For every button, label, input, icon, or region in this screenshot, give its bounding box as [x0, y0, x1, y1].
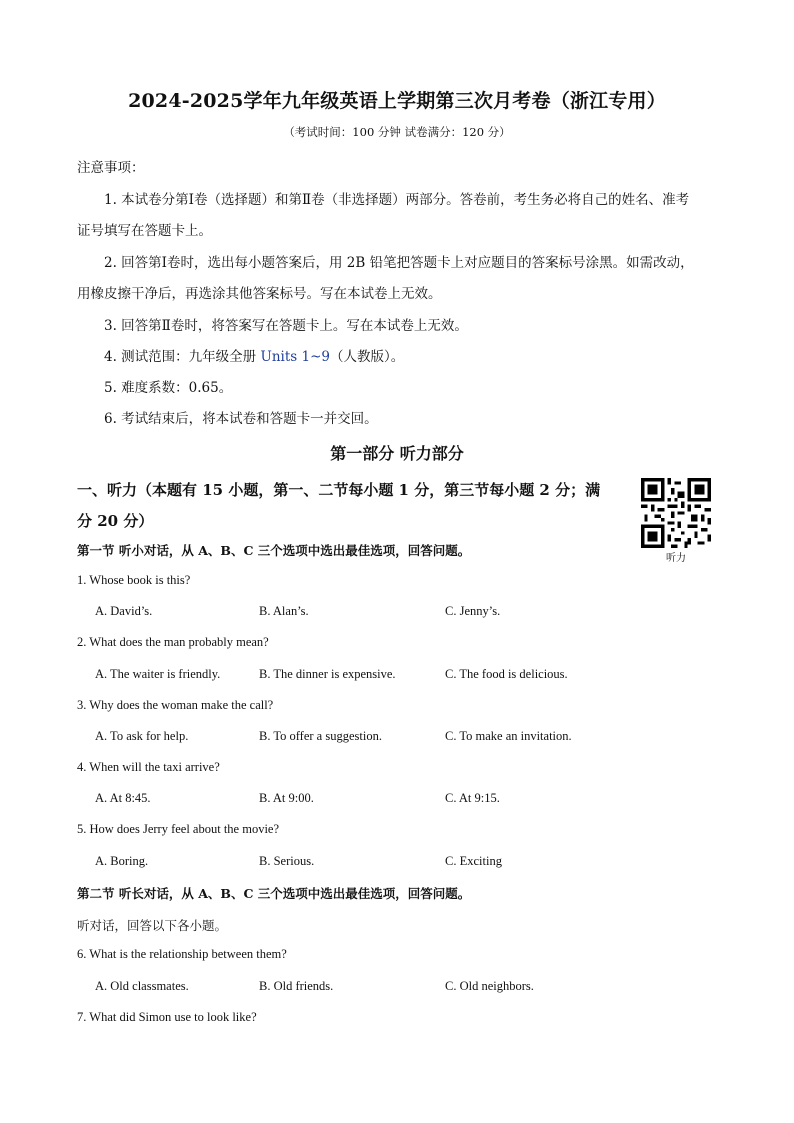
note-item-4-suffix: （人教版）。 [330, 349, 405, 365]
exam-title: 2024-2025学年九年级英语上学期第三次月考卷（浙江专用） [128, 90, 666, 112]
note-item-4 [104, 345, 404, 365]
question-6-option-c: C. Old neighbors. [445, 979, 534, 993]
note-item-2-cont: 用橡皮擦干净后，再选涂其他答案标号。写在本试卷上无效。 [77, 286, 442, 302]
note-item-1: 1. 本试卷分第Ⅰ卷（选择题）和第Ⅱ卷（非选择题）两部分。答卷前，考生务必将自己的姓名、准考 [104, 192, 690, 208]
question-4-option-b: B. At 9:00. [259, 791, 314, 805]
note-item-2: 2. 回答第Ⅰ卷时，选出每小题答案后，用 2B 铅笔把答题卡上对应题目的答案标号涂黑。如需改动， [104, 255, 694, 271]
question-7: 7. What did Simon use to look like? [77, 1010, 257, 1024]
note-item-4-range: Units 1~9 [260, 349, 330, 365]
note-item-4-prefix: 4. 测试范围：九年级全册 [104, 349, 261, 365]
section-1-heading: 第一节 听小对话，从 A、B、C 三个选项中选出最佳选项，回答问题。 [77, 543, 471, 558]
question-4: 4. When will the taxi arrive? [77, 760, 220, 774]
section-heading-cont: 分 20 分） [77, 512, 154, 530]
question-3-option-a: A. To ask for help. [95, 729, 189, 743]
note-item-3: 3. 回答第Ⅱ卷时，将答案写在答题卡上。写在本试卷上无效。 [104, 318, 468, 334]
question-4-option-c: C. At 9:15. [445, 791, 500, 805]
question-6-option-a: A. Old classmates. [95, 979, 189, 993]
question-1-option-c: C. Jenny’s. [445, 604, 501, 618]
question-5-option-c: C. Exciting [445, 854, 502, 868]
question-6-option-b: B. Old friends. [259, 979, 334, 993]
question-3-option-c: C. To make an invitation. [445, 729, 572, 743]
question-5: 5. How does Jerry feel about the movie? [77, 822, 280, 836]
question-1: 1. Whose book is this? [77, 573, 191, 587]
question-3-option-b: B. To offer a suggestion. [259, 729, 382, 743]
note-item-5: 5. 难度系数：0.65。 [104, 380, 233, 396]
note-item-6: 6. 考试结束后，将本试卷和答题卡一并交回。 [104, 411, 378, 427]
question-2: 2. What does the man probably mean? [77, 635, 269, 649]
question-6: 6. What is the relationship between them? [77, 947, 287, 961]
question-2-option-b: B. The dinner is expensive. [259, 667, 396, 681]
question-1-option-a: A. David’s. [95, 604, 153, 618]
question-3: 3. Why does the woman make the call? [77, 698, 274, 712]
question-2-option-a: A. The waiter is friendly. [95, 667, 221, 681]
section-heading: 一、听力（本题有 15 小题，第一、二节每小题 1 分，第三节每小题 2 分；满 [77, 481, 601, 499]
question-5-option-b: B. Serious. [259, 854, 315, 868]
section-2-instruction: 听对话，回答以下各小题。 [77, 918, 228, 933]
notes-label: 注意事项： [77, 160, 145, 176]
question-1-option-b: B. Alan’s. [259, 604, 309, 618]
question-5-option-a: A. Boring. [95, 854, 149, 868]
part-title: 第一部分 听力部分 [330, 444, 464, 463]
question-4-option-a: A. At 8:45. [95, 791, 151, 805]
qr-code-icon [641, 478, 711, 548]
note-item-1-cont: 证号填写在答题卡上。 [77, 223, 212, 239]
exam-subtitle: （考试时间：100 分钟 试卷满分：120 分） [283, 125, 511, 139]
qr-code-label: 听力 [666, 553, 686, 564]
section-2-heading: 第二节 听长对话，从 A、B、C 三个选项中选出最佳选项，回答问题。 [77, 886, 471, 901]
question-2-option-c: C. The food is delicious. [445, 667, 568, 681]
